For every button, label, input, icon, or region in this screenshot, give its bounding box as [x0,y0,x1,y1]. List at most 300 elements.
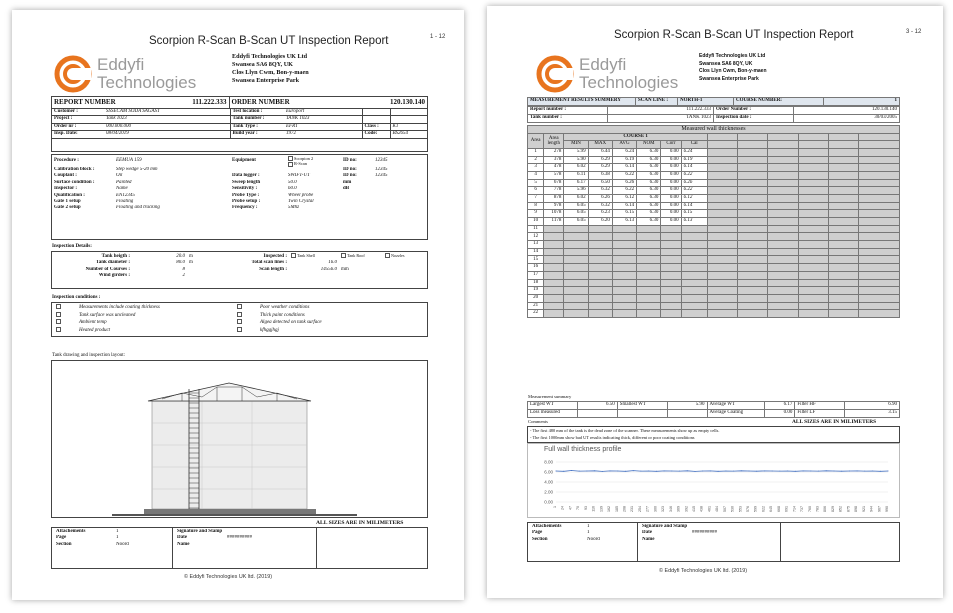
table-cell: 0.00 [661,148,681,156]
empty-cell [612,241,636,249]
empty-cell [612,225,636,233]
data-point [857,470,858,471]
empty-cell [612,256,636,264]
x-tick-label: 507 [722,506,727,512]
page-label: Page [532,530,543,536]
empty-cell [707,225,737,233]
empty-cell [544,233,564,241]
empty-cell [829,271,859,279]
empty-cell [588,310,612,318]
table-row [528,287,900,295]
procedure-value: SWIFT-UT [288,173,310,179]
procedure-label: Probe Type : [232,192,260,198]
report-number-value: 111.222.333 [142,97,229,108]
empty-cell [738,156,768,164]
procedure-label: Sensitivity : [232,186,258,192]
order-number-value: 120.130.140 [794,107,900,115]
empty-cell [859,171,900,179]
page-footer: © Eddyfi Technologies UK ltd. (2019) [184,574,273,580]
empty-cell [661,310,681,318]
checkbox-icon[interactable] [56,319,61,324]
customer-info-table [52,109,427,139]
empty-cell [798,179,828,187]
x-tick-label: 553 [738,506,743,512]
table-cell: 5.99 [564,148,588,156]
data-point [810,471,811,472]
procedure-value: 60.0 [288,186,297,192]
procedure-label: Surface condition : [54,179,95,185]
table-cell: 0.00 [661,202,681,210]
data-point [695,471,696,472]
empty-cell [564,233,588,241]
table-cell: 6.30 [637,179,661,187]
empty-cell [829,233,859,241]
checkbox-icon[interactable] [237,327,242,332]
table-cell: 6.19 [612,156,636,164]
checkbox-icon[interactable] [56,327,61,332]
table-cell: 18 [528,279,544,287]
condition-item[interactable] [56,304,160,312]
empty-cell [707,141,737,148]
empty-cell [681,264,707,272]
checkbox-icon[interactable] [341,253,346,258]
checkbox-icon[interactable] [237,304,242,309]
empty-cell [588,241,612,249]
empty-cell [738,141,768,148]
procedure-value: Wheel probe [288,192,314,198]
empty-cell [859,248,900,256]
table-cell: 678 [544,179,564,187]
x-tick-label: 576 [746,506,751,512]
x-tick-label: 47 [568,506,573,510]
summary-value: 6.50 [577,402,617,410]
attachments-table [54,529,174,548]
chart-plot-area [528,444,899,517]
col-header: NOM [637,141,661,148]
empty-cell [768,225,798,233]
empty-cell [661,225,681,233]
x-tick-label: 70 [576,506,581,510]
condition-label: kfhggjhgj [260,327,279,333]
empty-cell [637,233,661,241]
checkbox-icon[interactable] [56,304,61,309]
table-cell: 0.00 [661,179,681,187]
details-label: Inspected : [263,253,287,259]
checkbox-icon[interactable] [288,162,293,167]
course-number-label: COURSE NUMBER: [734,98,824,106]
data-point [749,471,750,472]
procedure-label: Gate 2 setup [54,205,81,211]
empty-cell [768,194,798,202]
address-line: Swansea Enterprise Park [232,77,300,84]
empty-cell [661,256,681,264]
empty-cell [564,279,588,287]
section-label: Section [532,536,548,542]
data-point [640,471,641,472]
empty-cell [768,156,798,164]
table-cell: 9 [528,210,544,218]
x-tick-label: 898 [854,506,859,512]
measured-title-row [528,126,900,134]
empty-cell [681,271,707,279]
details-value: 20.0 [176,253,185,259]
x-tick-label: 323 [661,506,666,512]
empty-cell [798,202,828,210]
empty-cell [564,294,588,302]
details-value: m [189,253,193,259]
table-row [528,171,900,179]
table-cell: 6.32 [588,202,612,210]
table-cell: 11 [528,225,544,233]
section-value: Noord [587,536,600,542]
table-row [528,264,900,272]
empty-cell [588,287,612,295]
empty-cell [768,210,798,218]
data-point [872,471,873,472]
procedure-value: Twin Crystal [288,199,314,204]
condition-item[interactable] [56,312,160,320]
procedure-label: Calibration block : [54,166,95,172]
series-line [556,471,888,472]
x-tick-label: 599 [753,506,758,512]
info-label: Tank number : [232,116,265,122]
table-cell: 6.26 [588,194,612,202]
empty-cell [829,287,859,295]
empty-cell [738,310,768,318]
table-cell: 6.30 [637,156,661,164]
checkbox-icon[interactable] [385,253,390,258]
col-header: Cal [681,141,707,148]
empty-cell [637,294,661,302]
address-line: Eddyfi Technologies UK Ltd [699,53,766,59]
procedure-label [341,205,373,211]
table-cell: 6.05 [564,202,588,210]
table-cell: 578 [544,171,564,179]
page-number: 1 - 12 [430,34,446,40]
empty-cell [798,187,828,195]
empty-cell [707,187,737,195]
data-point [741,470,742,471]
procedure-label: mm [343,179,352,185]
tank-number-value: TANK 1023 [608,115,714,123]
procedure-label: Probe setup : [232,199,261,204]
condition-item[interactable] [56,327,160,335]
eddyfi-logo [53,54,223,94]
summary-value: 6.17 [765,402,795,410]
empty-cell [637,264,661,272]
data-point [671,471,672,472]
table-row [528,279,900,287]
empty-cell [588,279,612,287]
empty-cell [564,310,588,318]
info-label: Build year : [232,131,258,137]
comments-box [527,426,900,443]
empty-cell [768,148,798,156]
table-cell: 5.90 [564,156,588,164]
empty-cell [798,256,828,264]
details-value: mm [341,266,349,272]
empty-cell [829,141,859,148]
empty-cell [768,310,798,318]
empty-cell [544,302,564,310]
table-row [528,202,900,210]
empty-cell [588,294,612,302]
x-tick-label: 967 [877,506,882,512]
procedure-value: Floating and tracking [116,205,160,211]
procedure-value: 12345 [375,166,388,172]
empty-cell [637,279,661,287]
empty-cell [637,310,661,318]
empty-cell [707,202,737,210]
empty-cell [859,225,900,233]
empty-cell [707,210,737,218]
empty-cell [859,256,900,264]
table-cell: 6.22 [612,171,636,179]
report-number-row [52,97,427,109]
empty-cell [738,171,768,179]
empty-cell [544,241,564,249]
summary-header-table [527,97,900,106]
procedure-label: Gate 1 setup [54,199,81,204]
table-cell: 6.29 [588,156,612,164]
report-number-label: REPORT NUMBER [54,98,116,107]
empty-cell [661,264,681,272]
checkbox-icon[interactable] [237,319,242,324]
empty-cell [738,233,768,241]
table-row [528,187,900,195]
table-cell: 5.96 [564,187,588,195]
table-cell: 4 [528,171,544,179]
table-row [528,241,900,249]
table-cell: 0.00 [661,194,681,202]
page-label: Page [56,535,67,541]
company-address [699,53,767,83]
data-point [656,471,657,472]
x-tick-label: 231 [630,506,635,512]
conditions-left-list [56,304,160,334]
empty-cell [564,264,588,272]
inspected-option[interactable] [289,253,339,260]
empty-cell [859,310,900,318]
procedure-table [52,156,427,212]
details-label: Tank diameter : [95,260,130,266]
empty-cell [637,256,661,264]
info-value: 000.000.000 [104,123,230,130]
condition-item[interactable] [56,319,160,327]
data-point [664,470,665,471]
inspected-option[interactable] [339,253,383,260]
info-value: Europort [284,109,362,116]
empty-cell [544,271,564,279]
details-label: Tank heigth : [101,253,130,259]
data-point [579,471,580,472]
data-point [679,471,680,472]
procedure-value: 12345 [375,158,388,164]
signature-table [640,524,778,543]
order-number-label: Order Number : [714,107,794,115]
procedure-label: dB [343,186,350,192]
y-tick-label: 8.00 [544,459,553,465]
table-cell: 0.00 [661,156,681,164]
condition-item[interactable] [237,327,322,335]
x-tick-label: 944 [869,506,874,512]
empty-cell [544,287,564,295]
tank-drawing-illustration [52,361,427,517]
empty-cell [829,187,859,195]
empty-cell [738,225,768,233]
info-value: SSSECAM SODA SAGAST [104,109,230,116]
x-tick-label: 208 [622,506,627,512]
table-cell: 0.00 [661,218,681,226]
data-point [764,470,765,471]
signature-table [175,529,315,548]
empty-cell [768,271,798,279]
procedure-label: Procedure : [54,158,79,164]
condition-item[interactable] [237,304,322,312]
table-cell: 6.12 [681,194,707,202]
empty-cell [707,164,737,172]
table-row [528,210,900,218]
sizes-note: ALL SIZES ARE IN MILIMETERS [792,419,877,425]
empty-cell [738,302,768,310]
procedure-row [52,205,427,211]
empty-cell [544,225,564,233]
x-tick-label: 139 [599,506,604,512]
procedure-value: 5Mhz [288,205,300,211]
equipment-option-label: Scorpion 2 [294,156,314,161]
table-cell: 5 [528,179,544,187]
condition-label: Heated product [79,327,111,333]
table-cell: 6.11 [564,171,588,179]
condition-item[interactable] [237,319,322,327]
table-row [528,302,900,310]
table-cell: 6.14 [681,202,707,210]
x-tick-label: 300 [653,506,658,512]
table-cell: 6.30 [637,194,661,202]
empty-cell [707,302,737,310]
empty-cell [798,248,828,256]
address-line: Swansea SA6 8QY, UK [699,60,753,67]
report-page-3 [487,6,943,598]
inspection-details-title: Inspection Details: [52,244,92,249]
measured-title: Measured wall thicknesses [528,126,900,134]
data-point [787,471,788,472]
procedure-value: 12345 [375,173,388,179]
data-point [864,471,865,472]
table-cell: 6.22 [681,171,707,179]
empty-cell [564,248,588,256]
divider [637,522,638,562]
inspected-option-label: Nozzles [391,253,405,258]
course-row [528,134,900,141]
table-cell: 6.26 [612,179,636,187]
empty-cell [798,164,828,172]
data-point [594,470,595,471]
empty-cell [738,256,768,264]
empty-cell [829,179,859,187]
inspected-option[interactable] [383,253,427,260]
table-cell: 6.26 [681,179,707,187]
table-cell: 17 [528,271,544,279]
empty-cell [798,287,828,295]
empty-cell [681,225,707,233]
x-tick-label: 277 [645,506,650,512]
empty-cell [738,148,768,156]
empty-cell [661,271,681,279]
checkbox-icon[interactable] [56,312,61,317]
info-value [390,116,427,123]
info-label: Class : [362,123,390,130]
table-cell: 0.00 [661,171,681,179]
empty-cell [829,294,859,302]
y-tick-label: 2.00 [544,489,553,495]
table-cell: 6.17 [564,179,588,187]
details-row [52,253,427,260]
info-row [52,116,427,123]
table-cell: 6.12 [612,194,636,202]
empty-cell [798,264,828,272]
attachments-table [530,524,636,543]
empty-cell [681,256,707,264]
table-cell: 6.24 [612,148,636,156]
eddyfi-logo [535,54,695,94]
logo-word-eddyfi: Eddyfi [97,55,145,74]
eddyfi-logo-mark-icon [535,54,575,94]
empty-cell [707,148,737,156]
checkbox-icon[interactable] [237,312,242,317]
condition-item[interactable] [237,312,322,320]
empty-cell [707,256,737,264]
empty-cell [612,294,636,302]
data-point [803,470,804,471]
empty-cell [798,241,828,249]
table-cell: 13 [528,241,544,249]
checkbox-icon[interactable] [291,253,296,258]
empty-cell [707,218,737,226]
empty-cell [798,302,828,310]
x-tick-label: 829 [830,506,835,512]
table-cell: 6 [528,187,544,195]
empty-cell [637,225,661,233]
empty-cell [798,271,828,279]
empty-cell [738,218,768,226]
scan-line-value: NORTH-1 [678,98,734,106]
empty-cell [588,225,612,233]
empty-cell [768,202,798,210]
info-label: Tank Type : [232,123,258,129]
x-tick-label: 162 [607,506,612,512]
table-cell: 6.30 [637,164,661,172]
date-value: ########## [227,535,252,541]
empty-cell [859,202,900,210]
empty-cell [564,225,588,233]
summary-label [617,410,667,418]
col-header: Area length [544,134,564,149]
data-point [772,471,773,472]
details-label: Wind girders : [98,273,130,279]
empty-cell [738,179,768,187]
empty-cell [588,256,612,264]
details-label: Number of Courses : [85,266,130,272]
table-cell: 6.44 [588,148,612,156]
y-tick-label: 0.00 [544,499,553,505]
y-tick-label: 6.00 [544,469,553,475]
empty-cell [859,271,900,279]
empty-cell [859,194,900,202]
procedure-label: ID no: [343,158,357,164]
table-row [528,218,900,226]
procedure-label: Sweep length [232,179,261,185]
